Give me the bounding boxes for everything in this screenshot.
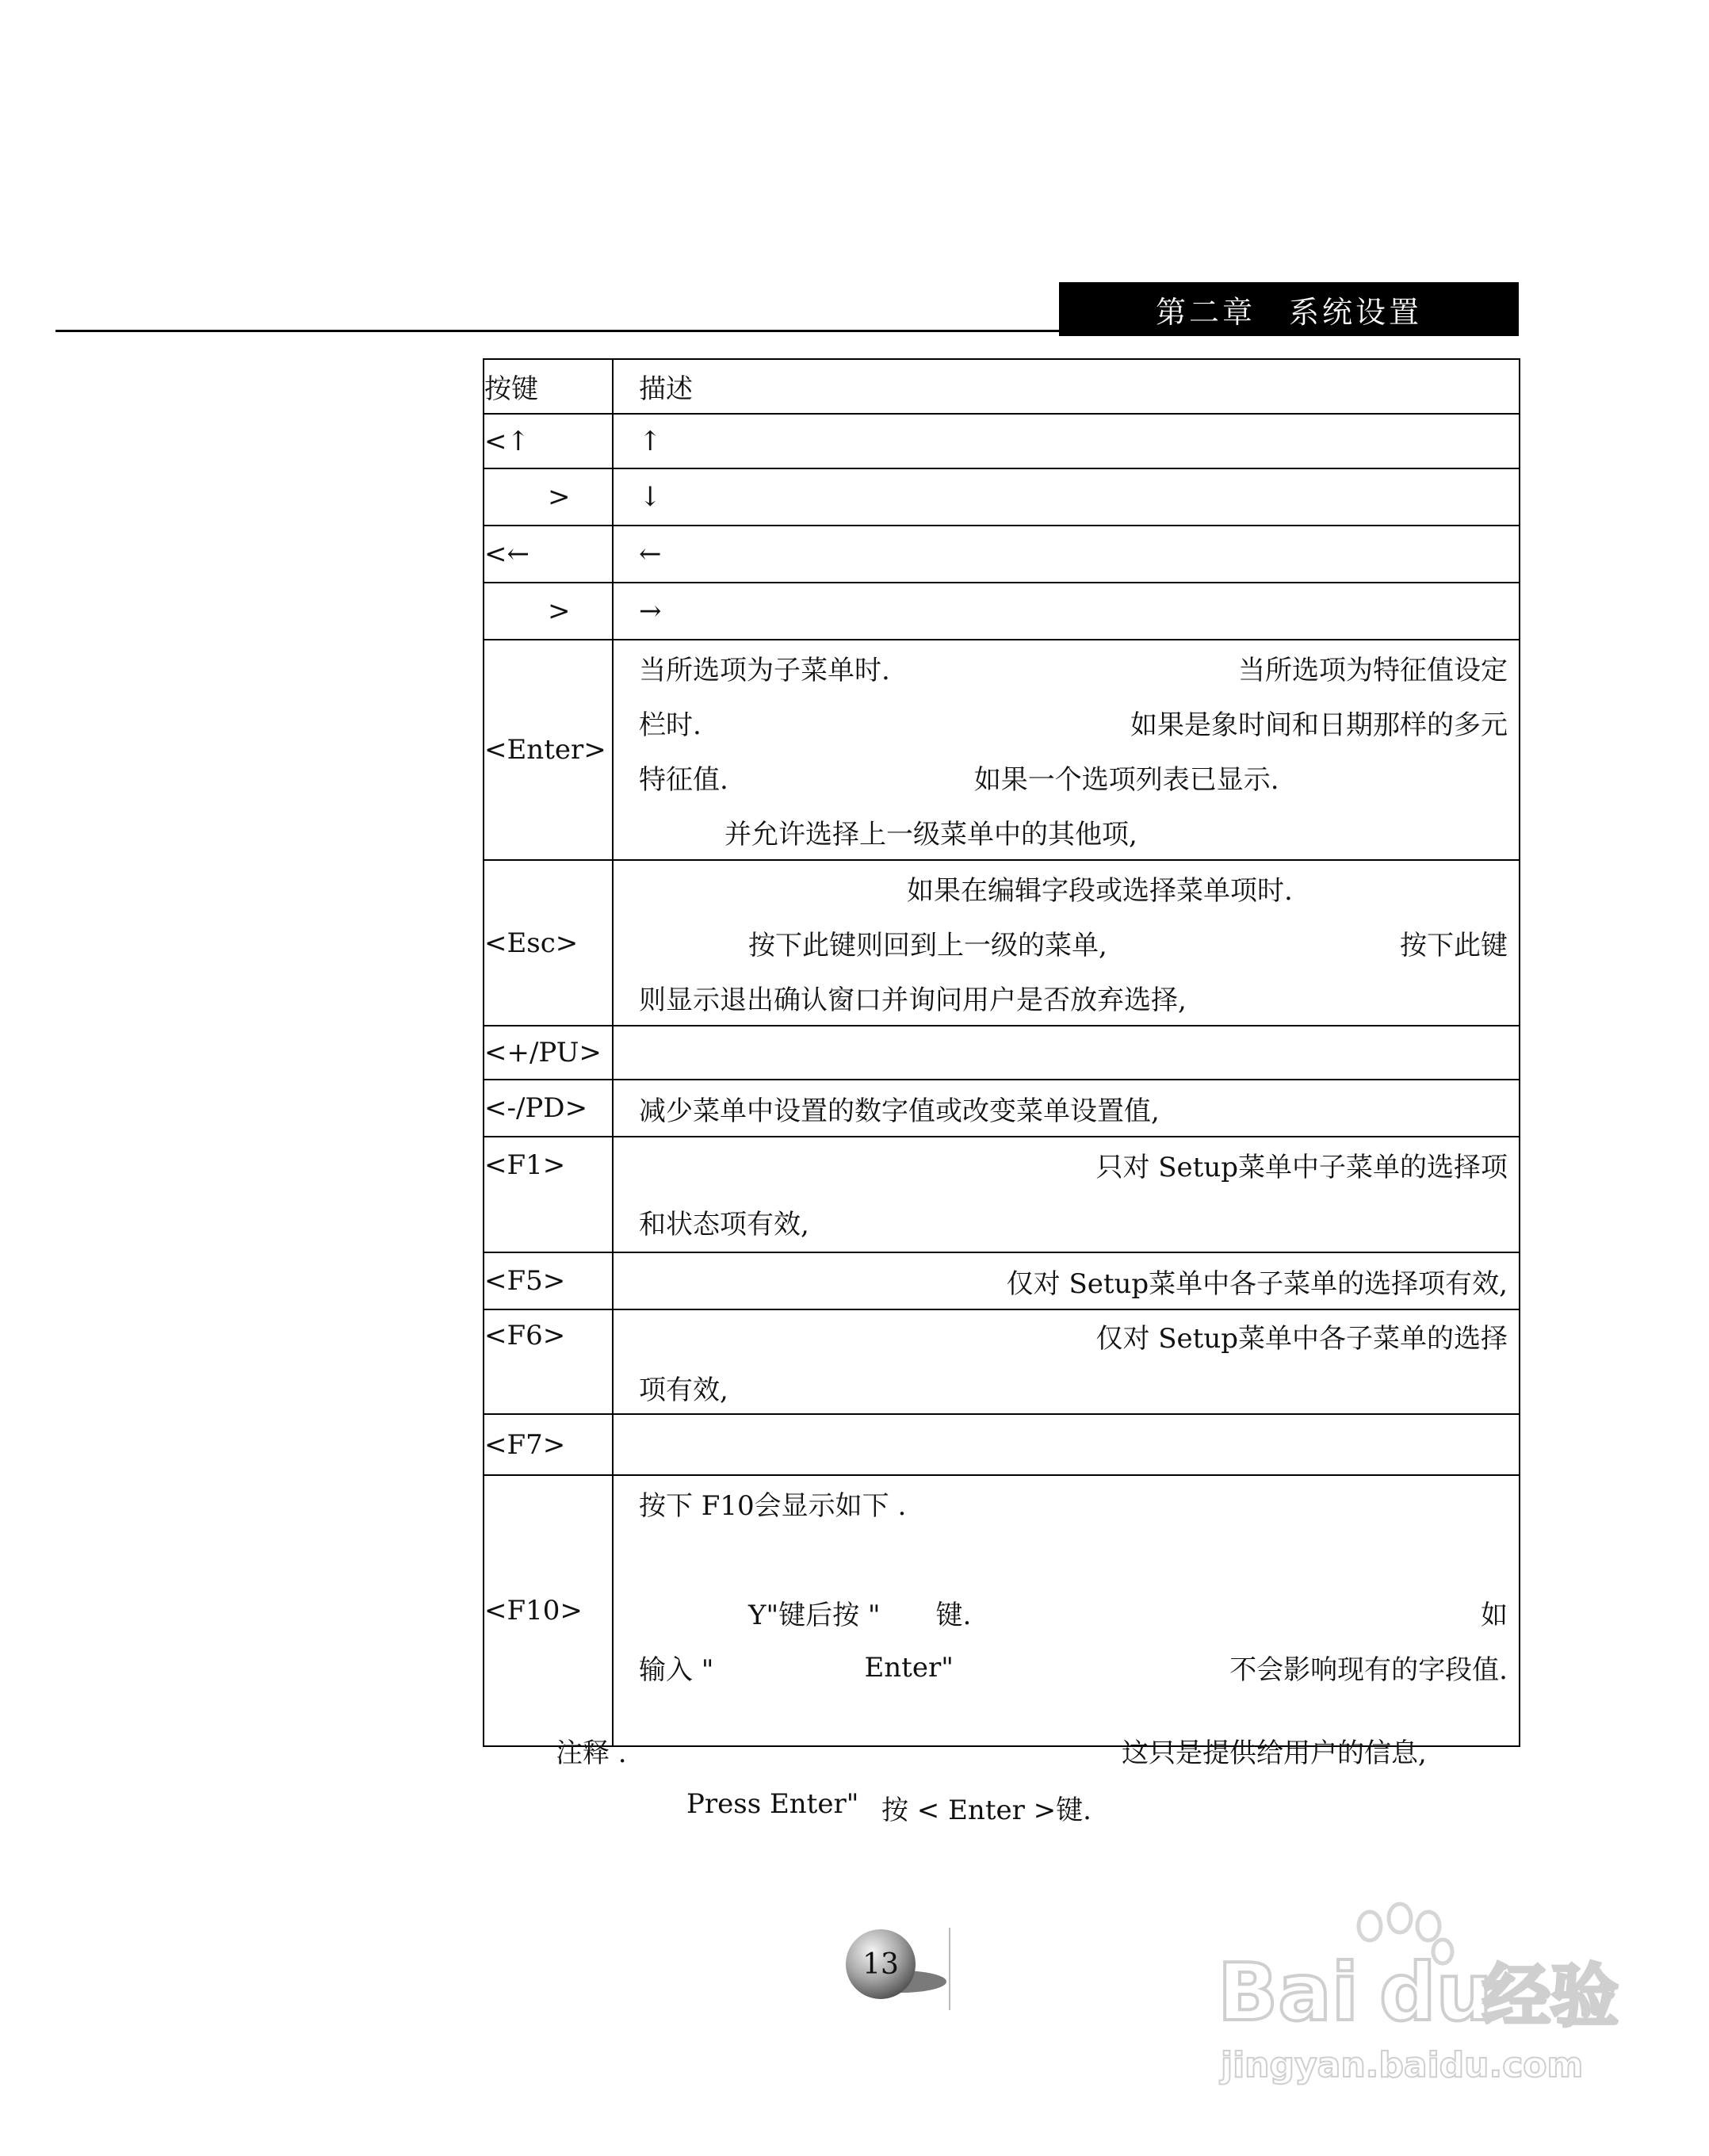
note-press-enter: Press Enter": [686, 1788, 859, 1820]
table-row: [484, 1026, 1520, 1080]
desc-right: →: [639, 595, 662, 627]
table-row: [484, 640, 1520, 860]
desc-enter-line2b: 如果是象时间和日期那样的多元: [1130, 709, 1508, 741]
key-plus-pageup: <+/PU>: [484, 1037, 602, 1068]
desc-f6-line1: 仅对 Setup菜单中各子菜单的选择: [1095, 1322, 1508, 1355]
key-enter: <Enter>: [484, 734, 606, 766]
desc-enter-line2a: 栏时.: [639, 709, 702, 741]
desc-f6-line2: 项有效,: [639, 1374, 728, 1406]
table-row: [484, 414, 1520, 468]
desc-minus-pagedown: 减少菜单中设置的数字值或改变菜单设置值,: [639, 1095, 1160, 1127]
watermark-brand-b: du: [1379, 1946, 1493, 2039]
desc-f10-line3b: 键.: [935, 1600, 972, 1631]
desc-f1-line2: 和状态项有效,: [639, 1209, 809, 1240]
key-f6: <F6>: [484, 1320, 566, 1351]
page-number-badge: [829, 1925, 956, 2012]
table-row: [484, 1080, 1520, 1137]
column-header-description: 描述: [639, 373, 693, 405]
desc-esc-line2a: 按下此键则回到上一级的菜单,: [748, 930, 1107, 961]
desc-f10-line3a: Y"键后按 ": [748, 1600, 881, 1631]
watermark-url: jingyan.baidu.com: [1221, 2045, 1584, 2085]
desc-enter-line3b: 如果一个选项列表已显示.: [973, 764, 1279, 796]
key-left: <←: [484, 538, 530, 570]
table-row: [484, 860, 1520, 1026]
header-rule: [55, 330, 1059, 332]
desc-f10-line4a: 输入 ": [639, 1654, 714, 1686]
note-text: 这只是提供给用户的信息,: [1122, 1737, 1427, 1769]
watermark-brand-c: 经验: [1482, 1957, 1619, 2036]
desc-f10-line3c: 如: [1481, 1600, 1508, 1631]
desc-f10-line4b: Enter": [864, 1651, 954, 1684]
chapter-header: [1059, 282, 1519, 336]
key-f10: <F10>: [484, 1595, 583, 1627]
note-label: 注释 .: [556, 1737, 627, 1769]
key-right: >: [548, 595, 571, 627]
key-f5: <F5>: [484, 1265, 566, 1297]
key-f1: <F1>: [484, 1149, 566, 1181]
table-row: [484, 468, 1520, 526]
desc-enter-line4: 并允许选择上一级菜单中的其他项,: [725, 819, 1137, 851]
desc-left: ←: [639, 538, 662, 570]
note-press-enter-key: 按 < Enter >键.: [881, 1795, 1092, 1826]
key-down: >: [548, 481, 571, 513]
desc-up: ↑: [639, 425, 662, 457]
table-row: [484, 526, 1520, 583]
desc-esc-line3: 则显示退出确认窗口并询问用户是否放弃选择,: [639, 984, 1187, 1016]
desc-enter-line1a: 当所选项为子菜单时.: [639, 655, 890, 686]
desc-enter-line3a: 特征值.: [639, 764, 728, 796]
desc-esc-line1: 如果在编辑字段或选择菜单项时.: [907, 875, 1293, 907]
desc-down: ↓: [639, 481, 662, 513]
key-f7: <F7>: [484, 1428, 566, 1461]
desc-esc-line2b: 按下此键: [1400, 930, 1508, 961]
desc-f10-line4c: 不会影响现有的字段值.: [1229, 1654, 1508, 1686]
desc-f10-line1: 按下 F10会显示如下 .: [639, 1490, 907, 1522]
column-header-key: 按键: [484, 373, 538, 405]
table-row: [484, 1137, 1520, 1252]
table-header-row: [484, 359, 1520, 414]
table-row: [484, 583, 1520, 640]
table-row: [484, 1414, 1520, 1475]
key-minus-pagedown: <-/PD>: [484, 1092, 588, 1124]
baidu-jingyan-watermark: [1213, 1894, 1625, 2093]
desc-f1-line1: 只对 Setup菜单中子菜单的选择项: [1095, 1152, 1508, 1183]
desc-f5-line1: 仅对 Setup菜单中各子菜单的选择项有效,: [1006, 1267, 1508, 1300]
desc-enter-line1b: 当所选项为特征值设定: [1238, 655, 1508, 686]
key-up: <↑: [484, 425, 530, 457]
key-esc: <Esc>: [484, 927, 579, 959]
table-row: [484, 1309, 1520, 1414]
table-row: [484, 1252, 1520, 1309]
table-row: [484, 1475, 1520, 1746]
chapter-title: 第二章 系统设置: [1155, 294, 1422, 330]
page-number: 13: [862, 1948, 899, 1981]
watermark-brand-a: Bai: [1218, 1946, 1359, 2039]
key-description-table: [483, 358, 1520, 1747]
